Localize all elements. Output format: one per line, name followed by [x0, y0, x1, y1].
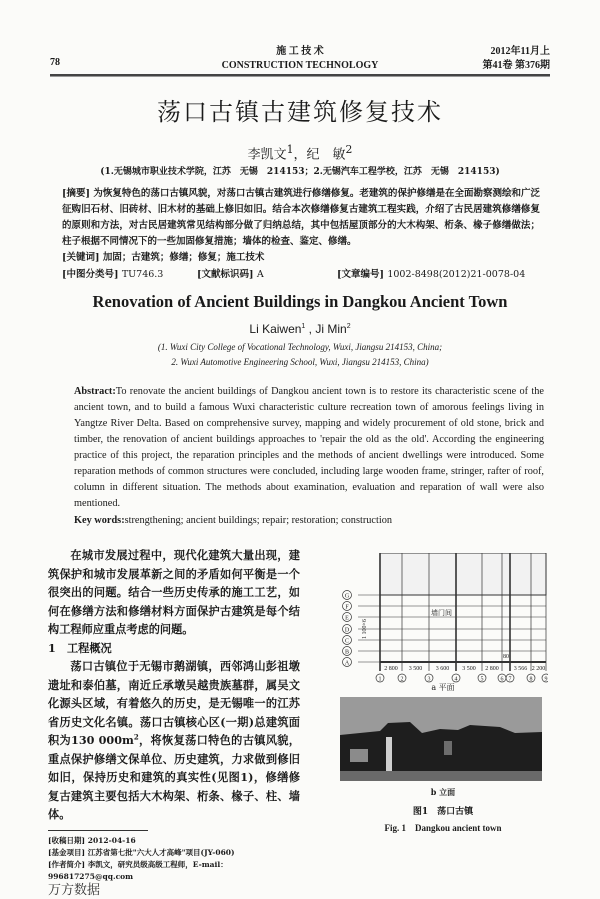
- received-label: [收稿日期]: [48, 835, 86, 845]
- fund-text: 江苏省第七批"六大人才高峰"项目(JY-060): [87, 847, 235, 857]
- building-silhouette: [340, 697, 542, 781]
- row-axis-label: G: [344, 593, 350, 600]
- article-no-value: 1002-8498(2012)21-0078-04: [387, 269, 526, 281]
- col-axis-label: 6: [500, 676, 504, 683]
- author-1: 李凯文: [247, 147, 287, 163]
- col-axis-label: 1: [378, 676, 382, 683]
- area-unit-sup: 2: [133, 732, 139, 742]
- footnotes: [48, 835, 300, 883]
- affiliation-en-2: 2. Wuxi Automotive Engineering School, Wuxi, Jiangsu 214153, China): [171, 357, 429, 368]
- affiliation-en-1: (1. Wuxi City College of Vocational Technology, Wuxi, Jiangsu 214153, China;: [157, 342, 443, 353]
- left-column: [48, 546, 300, 898]
- col-axis-label: 5: [480, 676, 484, 683]
- keywords-text: 加固；古建筑；修缮；修复；施工技术: [102, 252, 265, 264]
- col-axis-label: 4: [454, 676, 458, 683]
- dimension-label: 2 800: [384, 666, 398, 672]
- keywords-en-label: Key words:: [74, 515, 125, 527]
- page-number: 78: [50, 57, 60, 68]
- row-axis-label: C: [344, 638, 350, 645]
- body-left-column: [48, 546, 300, 824]
- author-2-sup: 2: [345, 143, 353, 156]
- col-axis-label: 2: [400, 676, 404, 683]
- footnote-rule: [48, 830, 148, 831]
- author-1-en: Li Kaiwen: [249, 322, 302, 337]
- row-axis-label: B: [344, 649, 350, 656]
- watermark: 万方数据: [48, 882, 101, 898]
- abstract-zh: [62, 186, 540, 266]
- dimension-label: 3 566: [513, 666, 528, 672]
- doc-code-value: A: [256, 269, 264, 281]
- article-front-matter: [0, 96, 600, 529]
- figure-caption-b: b 立面: [430, 787, 456, 797]
- author-2: 纪 敏: [306, 147, 346, 163]
- dimension-label: 80: [503, 654, 509, 660]
- elevation-photo: [340, 697, 542, 781]
- figure-caption-zh: 图1 荡口古镇: [412, 807, 474, 817]
- author-sep: ，: [293, 147, 307, 163]
- header-rule: [50, 74, 550, 77]
- row-axis-label: F: [345, 604, 349, 611]
- col-axis-label: 7: [508, 676, 512, 683]
- journal-name-zh: 施 工 技 术: [276, 46, 324, 57]
- keywords-en: [74, 513, 544, 529]
- article-no-label: [文章编号]: [337, 269, 384, 281]
- section-1-heading: 1 工程概况: [48, 640, 112, 655]
- abstract-en-label: Abstract:: [74, 386, 116, 398]
- journal-name-en: CONSTRUCTION TECHNOLOGY: [221, 60, 379, 71]
- clc-value: TU746.3: [121, 269, 164, 281]
- author-1-en-sup: 1: [301, 323, 306, 331]
- section-1-text-a: 荡口古镇位于无锡市鹅湖镇，西邻鸿山彭祖墩遗址和泰伯墓，南近丘承墩吴越贵族墓群，属吴文化源头区域，有着悠久的历史，是无锡唯一的江苏省历史文化名镇。荡口古镇核心区(一期)总建筑面积为130 000m: [48, 659, 300, 747]
- courtyard-area: [380, 553, 546, 595]
- section-1-text-b: ，将恢复荡口特色的古镇风貌，重点保护修缮文保单位、历史建筑，力求做到修旧如旧，保持历史和建筑的真实性(见图1)，修缮修复古建筑主要包括大木构架、桁条、椽子、柱、墙体。: [48, 733, 300, 821]
- author-2-en: Ji Min: [315, 322, 347, 337]
- dimension-label: 2 800: [485, 666, 499, 672]
- figure-caption-en: Fig. 1 Dangkou ancient town: [384, 823, 502, 833]
- author-1-sup: 1: [286, 143, 294, 156]
- journal-name: [200, 45, 400, 73]
- dimension-label: 2 200: [531, 666, 546, 672]
- title-zh: 荡口古镇古建筑修复技术: [157, 98, 443, 126]
- row-axis-label: A: [344, 660, 350, 667]
- fund-label: [基金项目]: [48, 847, 86, 857]
- abstract-en: [74, 384, 544, 512]
- room-label: 墙门间: [431, 609, 452, 617]
- abstract-en-text: To renovate the ancient buildings of Dangkou ancient town is to restore its characteristic scene of the ancient town, and to build a famous Wuxi characteristic culture recreation town of amorous feelings living in Yangtze River Delta. Based on comprehensive survey, mapping and widely procurement of old stone, brick and timber, the renovation of ancient buildings approaches to 'repair the old as the old'. According the engineering practice of this project, the reparation principles and the methods of ancient dwellings were introduced. Some reparation methods of common structures were concluded, including large wooden frame, stringer, rafter of roof, column in different situation. The methods about examination, evaluation and reparation of wall were also mentioned.: [74, 386, 544, 510]
- dimension-label: 3 500: [408, 666, 423, 672]
- issue-info: [483, 45, 551, 73]
- floor-plan-diagram: [338, 553, 548, 683]
- figure-caption-a: a 平面: [431, 683, 455, 692]
- col-axis-label: 3: [427, 676, 431, 683]
- authors-en: Li Kaiwen$^1$ , Ji Min$^2$: [249, 322, 351, 337]
- affiliation-en: [0, 340, 600, 370]
- issue-date: 2012年11月上: [490, 46, 550, 57]
- row-axis-label: E: [345, 615, 349, 622]
- author-2-en-sup: 2: [346, 323, 351, 331]
- vertical-dimension-label: 1 100×6: [362, 619, 368, 639]
- keywords-en-text: strengthening; ancient buildings; repair; restoration; construction: [124, 515, 392, 527]
- title-en: Renovation of Ancient Buildings in Dangkou Ancient Town: [92, 292, 508, 312]
- author-bio-text: 李凯文，研究员级高级工程师，E-mail：996817275@qq.com: [48, 859, 228, 881]
- author-bio-label: [作者简介]: [48, 859, 86, 869]
- keywords-label: [关键词]: [62, 252, 100, 264]
- abstract-text: 为恢复特色的荡口古镇风貌，对荡口古镇古建筑进行修缮修复。老建筑的保护修缮是在全面勘察测绘和广泛征购旧石材、旧砖材、旧木材的基础上修旧如旧。结合本次修缮修复古建筑工程实践，介绍了古民居建筑修缮修复的原则和方法，对古民居建筑常见结构部分做了归纳总结，其中包括屋顶部分的大木构架、桁条、椽子修缮做法；柱子根据不同情况下的一些加固修复措施；墙体的检查、鉴定、修缮。: [62, 188, 540, 248]
- doc-code-label: [文献标识码]: [197, 269, 254, 281]
- clc-label: [中图分类号]: [62, 269, 119, 281]
- affiliation-zh: (1.无锡城市职业技术学院，江苏 无锡 214153；2.无锡汽车工程学校，江苏 无锡 214153): [100, 167, 500, 178]
- dimension-label: 3 500: [462, 666, 476, 672]
- intro-paragraph: 在城市发展过程中，现代化建筑大量出现，建筑保护和城市发展革新之间的矛盾如何平衡是一个很突出的问题。结合一些历史传承的施工工艺，如何在修缮方法和修缮材料方面保护古建筑是每个结构工程师应重点考虑的问题。: [48, 548, 300, 636]
- classification-row: [62, 267, 540, 283]
- abstract-label: [摘要]: [62, 188, 91, 200]
- received-date: 2012-04-16: [87, 835, 136, 845]
- section-1-paragraph: [48, 657, 300, 824]
- col-axis-label: 8: [529, 676, 533, 683]
- dimension-label: 3 600: [435, 666, 450, 672]
- row-axis-label: D: [344, 627, 350, 634]
- authors-zh: [0, 142, 600, 163]
- col-axis-label: 9: [544, 676, 548, 683]
- volume-issue: 第41卷 第376期: [482, 60, 550, 71]
